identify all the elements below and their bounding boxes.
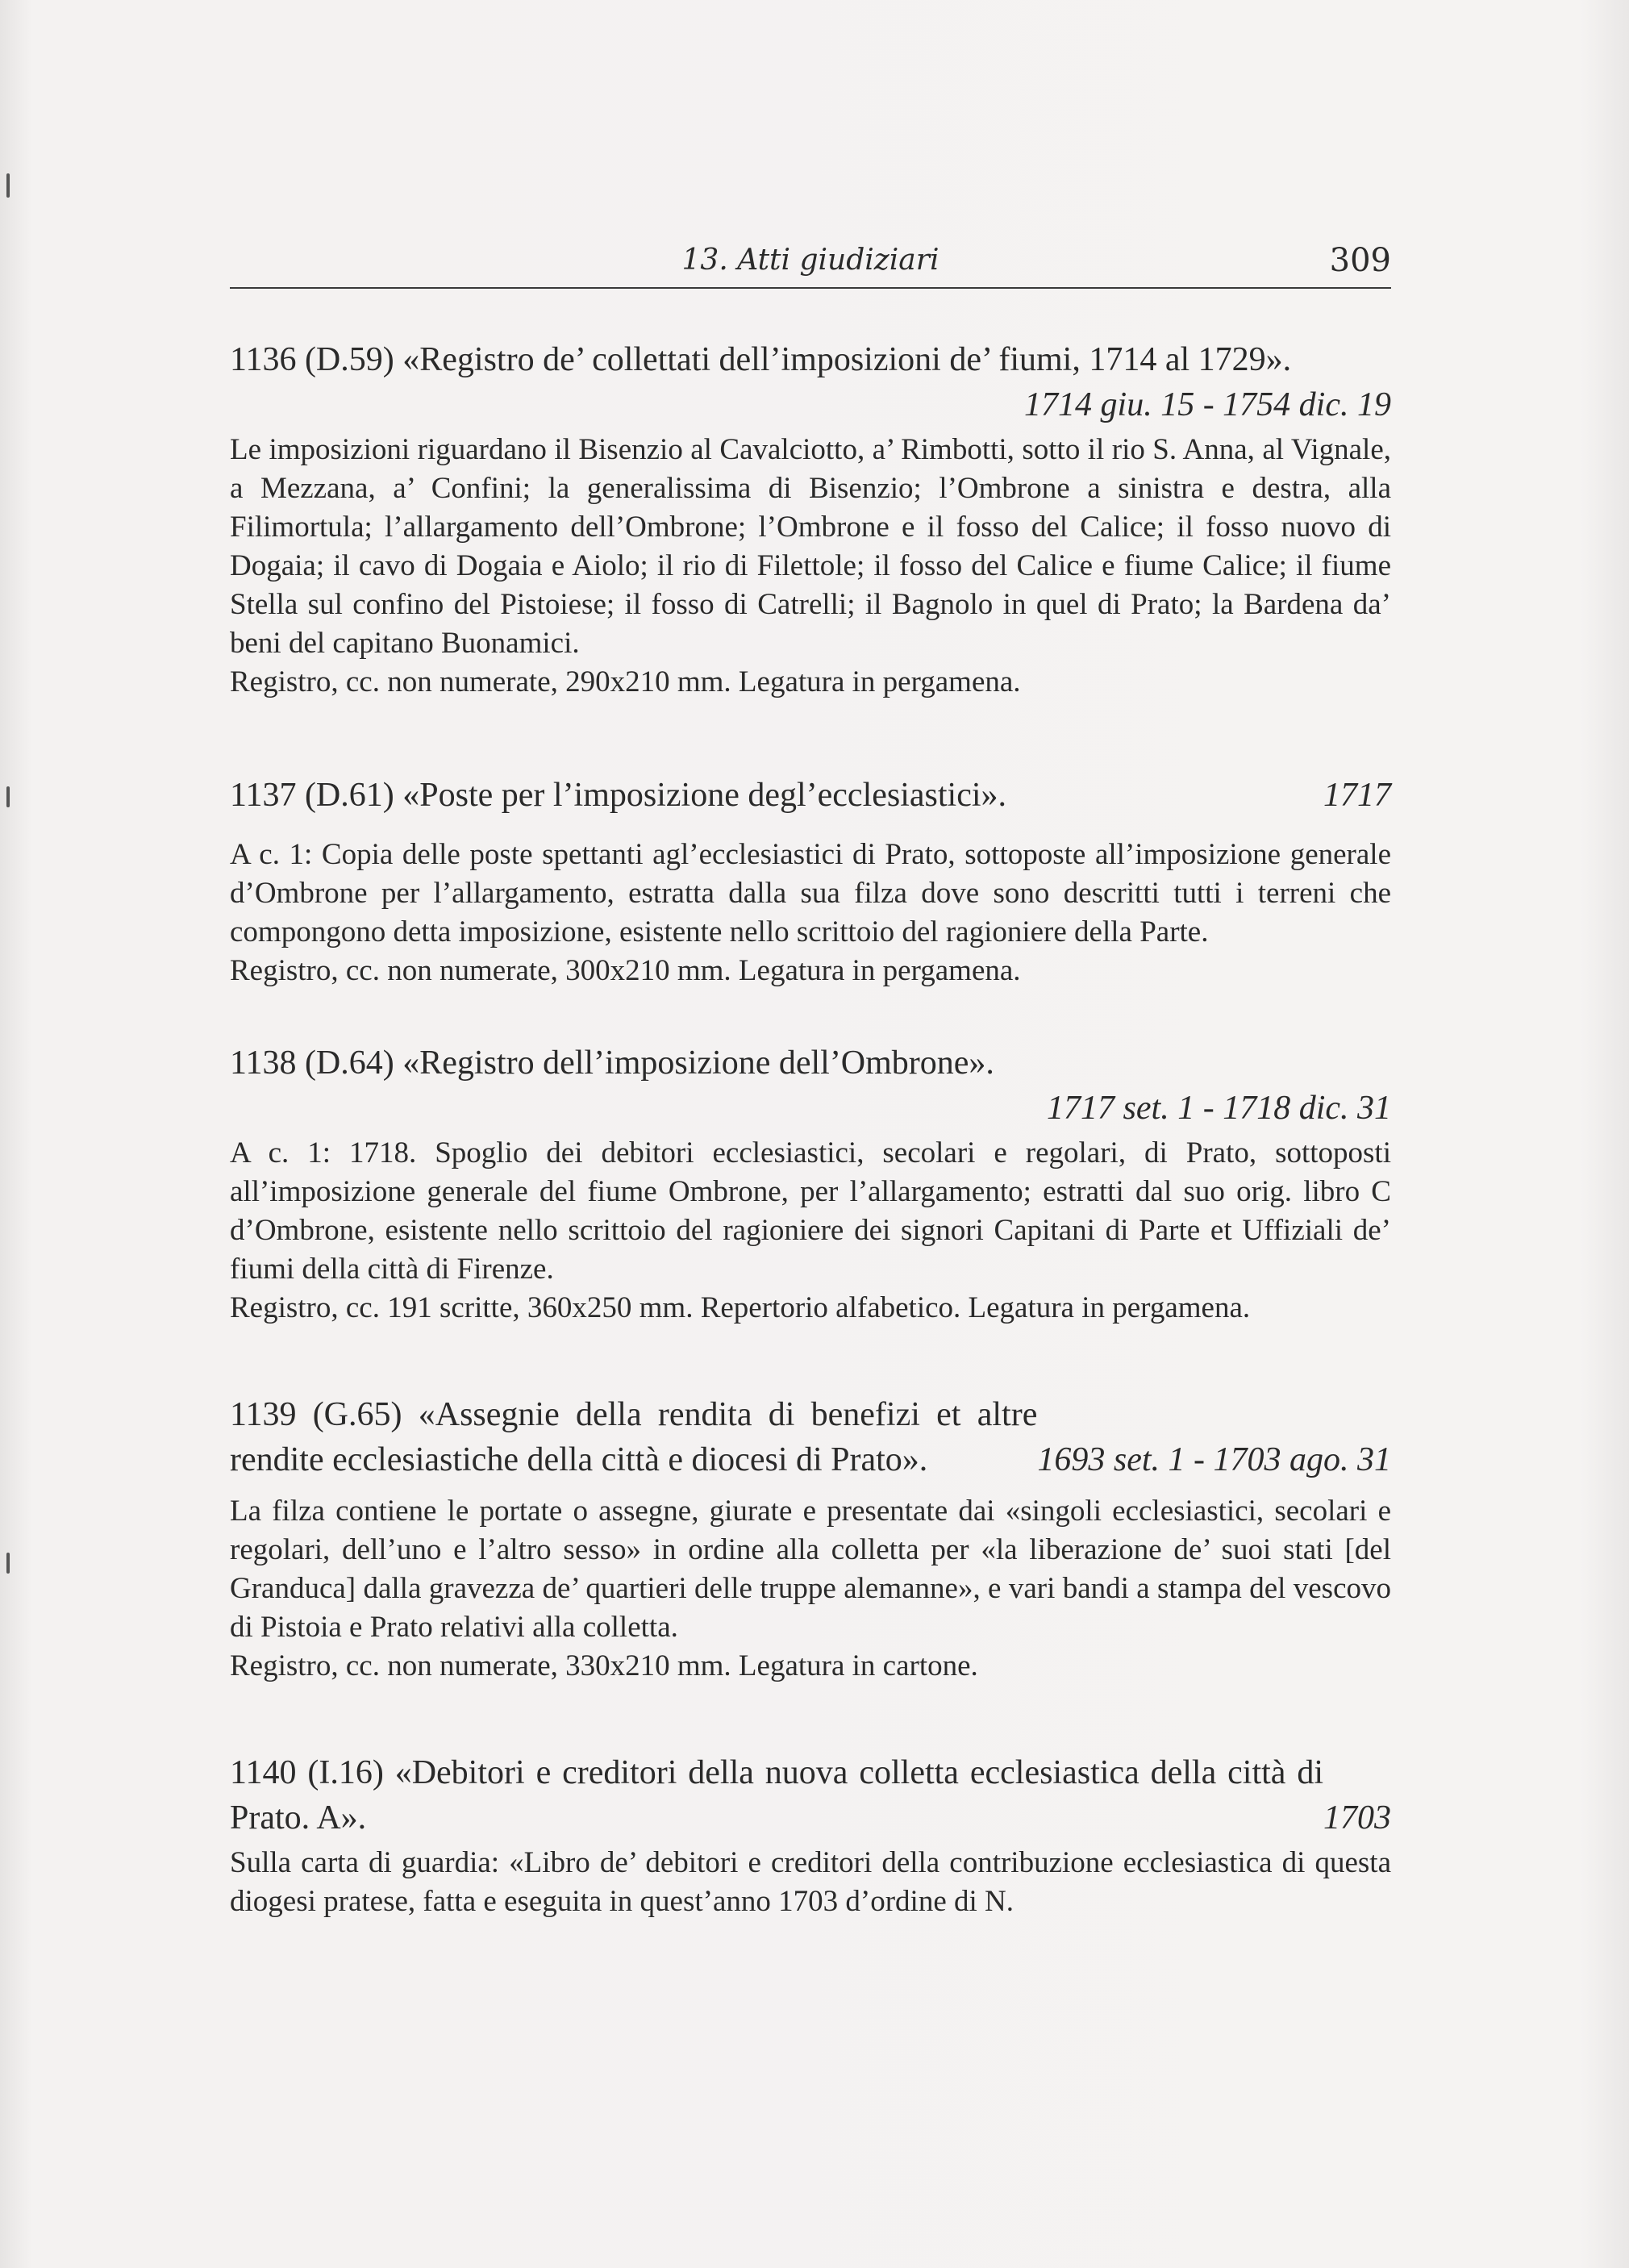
entry-title: 1136 (D.59) «Registro de’ collettati dell’imposizioni de’ fiumi, 1714 al 1729». bbox=[230, 341, 1292, 378]
entry-title-row bbox=[230, 1392, 1391, 1482]
entries-list bbox=[230, 337, 1391, 1978]
entry-date: 1717 set. 1 - 1718 dic. 31 bbox=[1047, 1090, 1391, 1127]
entry-physical-description: Registro, cc. non numerate, 330x210 mm. Legatura in cartone. bbox=[230, 1649, 978, 1682]
entry-1136 bbox=[230, 337, 1391, 702]
entry-description bbox=[230, 1134, 1391, 1328]
entry-title: 1139 (G.65) «Assegnie della rendita di benefizi et altre rendite ecclesiastiche della città e diocesi di Prato». bbox=[230, 1396, 1038, 1478]
entry-description-text: A c. 1: Copia delle poste spettanti agl’ecclesiastici di Prato, sottoposte all’imposizione generale d’Ombrone per l’allargamento, estratta dalla sua filza dove sono descritti tutti i terreni che compongono detta imposizione, esistente nello scrittoio del ragioniere della Parte. bbox=[230, 838, 1391, 948]
entry-description bbox=[230, 431, 1391, 702]
entry-description-text: La filza contiene le portate o assegne, giurate e presentate dai «singoli ecclesiastici, secolari e regolari, dell’uno e l’altro sesso» in ordine alla colletta per «la liberazione de’ suoi stati [del Granduca] dalla gravezza de’ quartieri delle truppe alemanne», e vari bandi a stampa del vescovo di Pistoia e Prato relativi alla colletta. bbox=[230, 1495, 1391, 1644]
entry-date: 1693 set. 1 - 1703 ago. 31 bbox=[1037, 1441, 1391, 1478]
entry-physical-description: Registro, cc. 191 scritte, 360x250 mm. Repertorio alfabetico. Legatura in pergamena. bbox=[230, 1291, 1251, 1324]
entry-description bbox=[230, 836, 1391, 990]
entry-title: 1138 (D.64) «Registro dell’imposizione dell’Ombrone». bbox=[230, 1044, 994, 1082]
binding-mark bbox=[6, 1553, 10, 1574]
entry-description-text: Le imposizioni riguardano il Bisenzio al Cavalciotto, a’ Rimbotti, sotto il rio S. Anna, al Vignale, a Mezzana, a’ Confini; la generalissima di Bisenzio; l’Ombrone a sinistra e destra, alla Filimortula; l’allargamento dell’Ombrone; l’Ombrone e il fosso del Calice; il fosso nuovo di Dogaia; il cavo di Dogaia e Aiolo; il rio di Filettole; il fosso del Calice e fiume Calice; il fiume Stella sul confino del Pistoiese; il fosso di Catrelli; il Bagnolo in quel di Prato; la Bardena da’ beni del capitano Buonamici. bbox=[230, 433, 1391, 660]
binding-mark bbox=[6, 173, 10, 198]
binding-mark bbox=[6, 786, 10, 807]
entry-physical-description: Registro, cc. non numerate, 290x210 mm. Legatura in pergamena. bbox=[230, 665, 1021, 698]
entry-description bbox=[230, 1492, 1391, 1686]
entry-1140 bbox=[230, 1750, 1391, 1921]
entry-title-row bbox=[230, 773, 1391, 818]
entry-physical-description: Registro, cc. non numerate, 300x210 mm. Legatura in pergamena. bbox=[230, 954, 1021, 987]
page-number: 309 bbox=[1329, 242, 1391, 279]
entry-1137 bbox=[230, 773, 1391, 990]
header-title: 13. Atti giudiziari bbox=[681, 244, 939, 277]
entry-date: 1714 giu. 15 - 1754 dic. 19 bbox=[1024, 386, 1391, 423]
entry-1138 bbox=[230, 1040, 1391, 1328]
entry-title: 1137 (D.61) «Poste per l’imposizione degl’ecclesiastici». bbox=[230, 777, 1007, 814]
entry-title-row bbox=[230, 1750, 1391, 1841]
entry-date: 1717 bbox=[1323, 777, 1391, 814]
entry-1139 bbox=[230, 1392, 1391, 1686]
entry-date: 1703 bbox=[1323, 1799, 1391, 1836]
entry-title: 1140 (I.16) «Debitori e creditori della nuova colletta ecclesiastica della città di Prato. A». bbox=[230, 1754, 1323, 1836]
entry-description-text: Sulla carta di guardia: «Libro de’ debitori e creditori della contribuzione ecclesiastica di questa diogesi pratese, fatta e eseguita in quest’anno 1703 d’ordine di N. bbox=[230, 1846, 1391, 1918]
entry-description bbox=[230, 1844, 1391, 1921]
entry-description-text: A c. 1: 1718. Spoglio dei debitori ecclesiastici, secolari e regolari, di Prato, sottoposti all’imposizione generale del fiume Ombrone, per l’allargamento; estratti dal suo orig. libro C d’Ombrone, esistente nello scrittoio del ragioniere dei signori Capitani di Parte et Uffiziali de’ fiumi della città di Firenze. bbox=[230, 1136, 1391, 1286]
running-header bbox=[230, 242, 1391, 289]
